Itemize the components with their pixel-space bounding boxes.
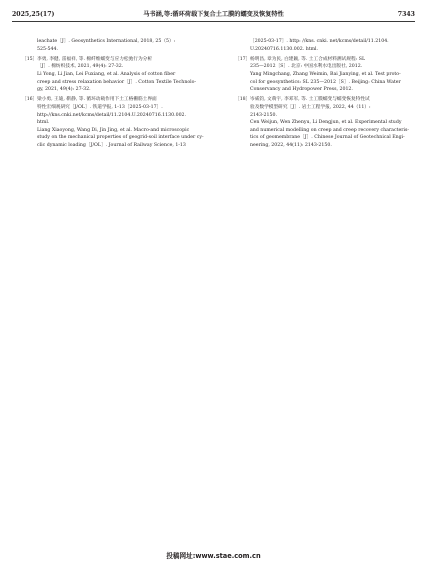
left-reference-column (22, 38, 202, 152)
reference-line: 岑威钧, 文萌宇, 李邓军, 等. 土工膜蠕变与蠕变恢复特性试 (250, 97, 370, 103)
reference-line: leachate［J］. Geosynthetics International, 2018, 25（5）: (37, 39, 176, 44)
reference-line: 杨明昌, 章为民, 白建颖, 等. 土工合成材料测试规程: SL (250, 56, 366, 62)
running-title: 马书涵,等:循环荷载下复合土工膜的蠕变及恢复特性 (143, 11, 284, 18)
reference-line: Cen Weijun, Wen Zhenyu, Li Dengjun, et al. Experimental study (250, 120, 402, 126)
reference-line: study on the mechanical properties of geogrid-soil interface under cy- (37, 135, 204, 141)
reference-entry (22, 38, 202, 53)
reference-line: col for geosynthetics: SL 235—2012［S］. Beijing: China Water (250, 79, 401, 85)
reference-line: 验及数学模型研究［J］. 岩土工程学报, 2022, 44（11）: (250, 104, 371, 110)
reference-line: http://kns.cnki.net/kcms/detail/11.2104.U.20240716.1130.002. (37, 112, 187, 118)
reference-entry (235, 96, 411, 149)
right-reference-column (235, 38, 411, 152)
reference-line: neering, 2022, 44(11): 2143-2150. (250, 142, 332, 148)
reference-number: ［15］ (22, 56, 38, 62)
reference-entry (22, 56, 202, 94)
reference-number: ［16］ (22, 97, 38, 103)
reference-line: ［2025-03-17］. http: //kns. cnki. net/kcms/detail/11.2104. (250, 39, 389, 44)
reference-line: 梁小勇, 王迪, 靳静, 等. 循环动载作用下土工格栅筋土界面 (37, 97, 157, 103)
reference-line: Li Yong, Li Jian, Lei Fuxiang, et al. Analysis of cotton fiber (37, 71, 176, 77)
reference-number: ［17］ (235, 56, 251, 62)
reference-number: ［18］ (235, 97, 251, 103)
reference-entry (235, 38, 411, 53)
reference-line: clic dynamic loading［J/OL］. Journal of Railway Science, 1-13 (37, 142, 186, 148)
submission-url-footer: 投稿网址:www.stae.com.cn (166, 552, 261, 560)
reference-line: ［J］. 棉纺织技术, 2021, 49(4): 27-32. (37, 64, 124, 70)
reference-line: tics of geomembrane［J］. Chinese Journal of Geotechnical Engi- (250, 135, 405, 141)
reference-entry (22, 96, 202, 149)
reference-line: creep and stress relaxation behavior［J］. Cotton Textile Technolo- (37, 79, 197, 85)
running-header (12, 9, 415, 22)
reference-line: gy, 2021, 49(4): 27-32. (37, 87, 91, 93)
reference-line: Yang Mingchang, Zhang Weimin, Bai Jianying, et al. Test proto- (250, 71, 401, 77)
reference-line: html. (37, 120, 50, 126)
reference-line: 2143-2150. (250, 112, 277, 118)
journal-issue: 2025,25(17) (12, 11, 55, 18)
page-number: 7343 (397, 11, 415, 18)
reference-line: 235—2012［S］. 北京: 中国水利水电出版社, 2012. (250, 64, 363, 70)
reference-line: 特性宏细观研究［J/OL］. 铁道学报, 1-13［2025-03-17］. (37, 104, 163, 110)
reference-line: Conservancy and Hydropower Press, 2012. (250, 87, 353, 93)
reference-line: 李勇, 李健, 雷福祥, 等. 棉纤维蠕变与应力松弛行为分析 (37, 56, 153, 62)
reference-line: U.20240716.1130.002. html. (250, 46, 319, 52)
reference-line: Liang Xiaoyong, Wang Di, Jin Jing, et al. Macro-and microscopic (37, 127, 190, 133)
reference-line: 525-544. (37, 46, 58, 52)
reference-entry (235, 56, 411, 94)
reference-line: and numerical modelling on creep and creep recovery characteris- (250, 127, 409, 133)
